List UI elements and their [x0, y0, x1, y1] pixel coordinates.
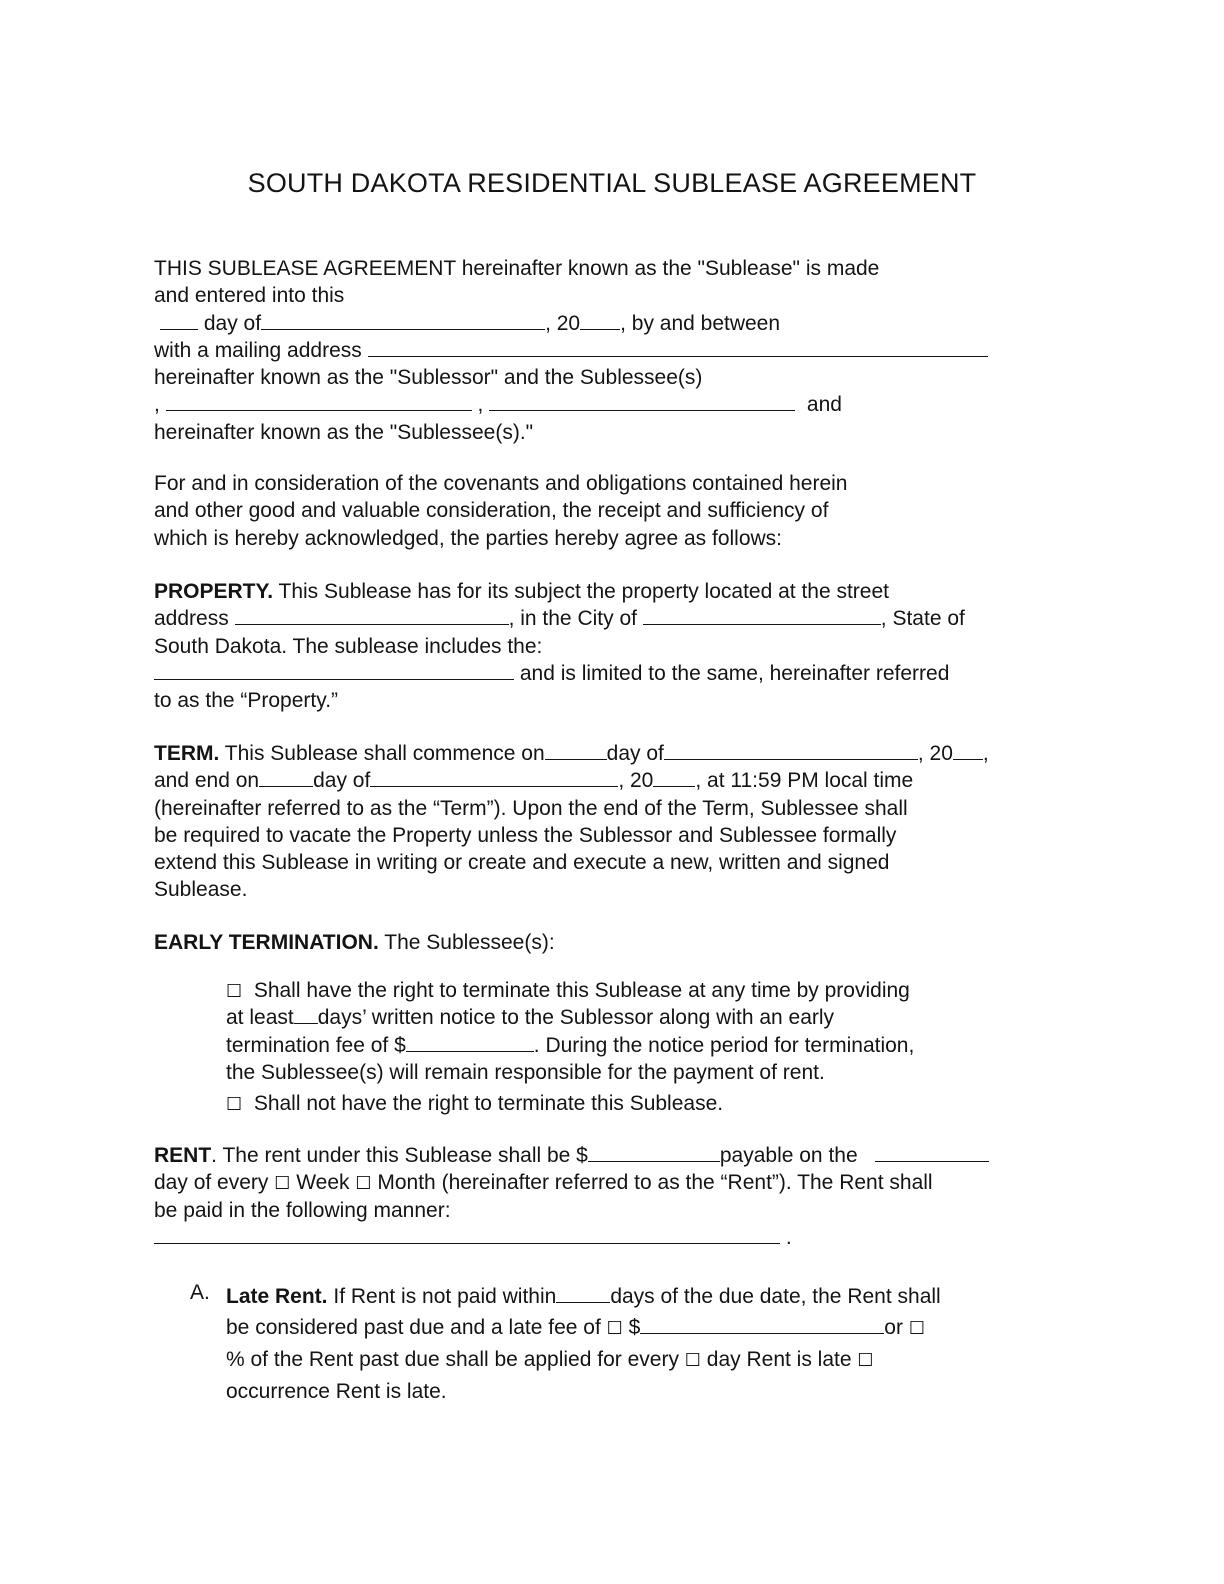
street-address-blank[interactable]: [235, 606, 509, 625]
checkbox-late-fee-percent[interactable]: ☐: [908, 1318, 925, 1339]
rent-due-day-blank[interactable]: [875, 1143, 989, 1162]
property-heading: PROPERTY.: [154, 580, 274, 603]
sublessor-address-blank[interactable]: [368, 338, 988, 357]
payment-manner-blank[interactable]: [154, 1225, 780, 1244]
sublessee-name-blank[interactable]: [166, 392, 472, 411]
rent-heading: RENT: [154, 1144, 212, 1167]
sublease-includes-blank[interactable]: [154, 661, 514, 680]
intro-date-line: day of , 20 , by and between: [154, 310, 1074, 337]
intro-address-line: with a mailing address: [154, 337, 1074, 364]
early-termination-heading: EARLY TERMINATION.: [154, 931, 379, 954]
notice-days-blank[interactable]: [294, 1005, 318, 1024]
intro-line: and entered into this: [154, 284, 345, 308]
checkbox-per-day[interactable]: ☐: [684, 1350, 701, 1371]
late-rent-section: Late Rent. If Rent is not paid within days of the due date, the Rent shall be considered past due and a late fee of ☐ $ or ☐ % of the Rent past due shall be applied for every ☐ day Rent is late ☐ occurrence Rent is late.: [226, 1285, 941, 1403]
checkbox-per-occurrence[interactable]: ☐: [857, 1350, 874, 1371]
checkbox-right-to-terminate[interactable]: ☐: [226, 981, 243, 1002]
rent-section: RENT. The rent under this Sublease shall be $ payable on the day of every ☐ Week ☐ Month (hereinafter referred to as the “Rent”). The Rent shall be paid in the following manner: .: [154, 1142, 1074, 1251]
late-fee-amount-blank[interactable]: [640, 1315, 884, 1334]
start-month-blank[interactable]: [664, 741, 918, 760]
early-termination-options: ☐ Shall have the right to terminate this Sublease at any time by providing at least days’ written notice to the Sublessor along with an early termination fee of $ . During the notice period for termination, the Sublessee(s) will remain responsible for the payment of rent. ☐ Shall not have the right to terminate this Sublease.: [226, 979, 915, 1116]
start-day-blank[interactable]: [545, 741, 607, 760]
intro-sublessee-line: , , and: [154, 393, 842, 417]
year-blank[interactable]: [580, 311, 620, 330]
document-title: SOUTH DAKOTA RESIDENTIAL SUBLEASE AGREEMENT: [247, 168, 977, 198]
checkbox-no-right-to-terminate[interactable]: ☐: [226, 1094, 243, 1116]
checkbox-week[interactable]: ☐: [274, 1173, 291, 1195]
day-blank[interactable]: [160, 311, 198, 330]
sublessee-name-blank[interactable]: [489, 392, 795, 411]
city-blank[interactable]: [643, 606, 881, 625]
intro-paragraph: [154, 255, 1074, 446]
term-heading: TERM.: [154, 742, 220, 765]
end-month-blank[interactable]: [370, 768, 618, 787]
rent-amount-blank[interactable]: [588, 1143, 720, 1162]
consideration-paragraph: For and in consideration of the covenants and obligations contained herein and other good and valuable consideration, the receipt and sufficiency of which is hereby acknowledged, the parties hereby agree as follows:: [154, 472, 848, 550]
end-day-blank[interactable]: [259, 768, 313, 787]
term-section: TERM. This Sublease shall commence on day of , 20 , and end on day of , 20 , at 11:59 PM local time (hereinafter referred to as the “Term”). Upon the end of the Term, Sublessee shall be required to vacate the Property unless the Sublessor and Sublessee formally extend this Sublease in writing or create and execute a new, written and signed Sublease.: [154, 742, 989, 902]
termination-fee-blank[interactable]: [406, 1033, 534, 1052]
list-marker-a: A.: [190, 1281, 210, 1304]
early-termination-heading-line: EARLY TERMINATION. The Sublessee(s):: [154, 931, 555, 954]
intro-line: THIS SUBLEASE AGREEMENT hereinafter known as the "Sublease" is made: [154, 257, 880, 280]
late-rent-heading: Late Rent.: [226, 1285, 328, 1308]
late-days-blank[interactable]: [556, 1284, 610, 1303]
property-section: PROPERTY. This Sublease has for its subject the property located at the street address , in the City of , State of South Dakota. The sublease includes the: and is limited to the same, hereinafter referred to as the “Property.”: [154, 580, 965, 713]
end-year-blank[interactable]: [653, 768, 695, 787]
intro-line: hereinafter known as the "Sublessor" and the Sublessee(s): [154, 366, 703, 390]
intro-line: hereinafter known as the "Sublessee(s).": [154, 420, 534, 444]
checkbox-late-fee-dollar[interactable]: ☐: [606, 1318, 623, 1339]
start-year-blank[interactable]: [953, 741, 983, 760]
checkbox-month[interactable]: ☐: [355, 1173, 372, 1195]
month-blank[interactable]: [261, 311, 545, 330]
